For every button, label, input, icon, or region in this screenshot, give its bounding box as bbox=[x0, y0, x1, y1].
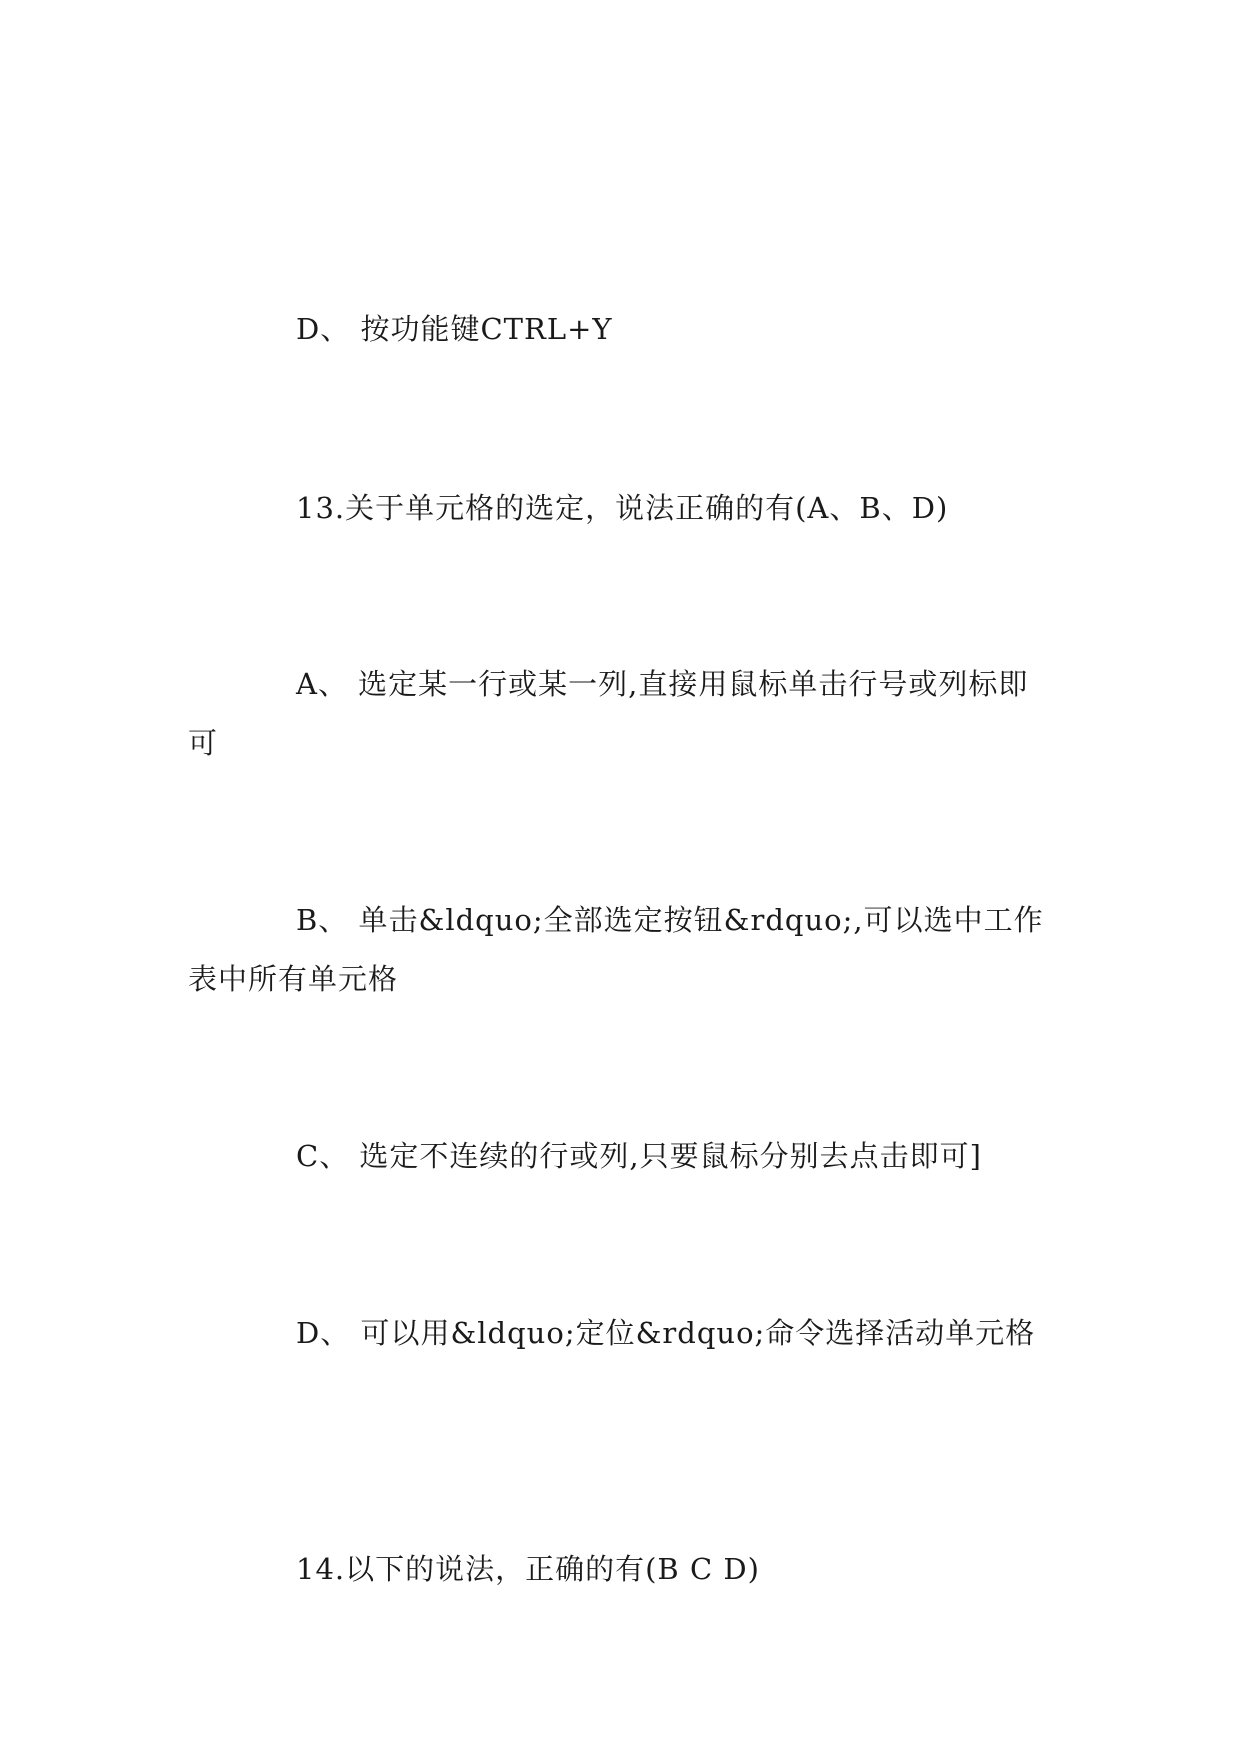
option-a-text: A、 选定某一行或某一列,直接用鼠标单击行号或列标即可 bbox=[188, 667, 1029, 760]
question-13-text: 13.关于单元格的选定，说法正确的有(A、B、D) bbox=[296, 491, 949, 525]
question-14-text: 14.以下的说法，正确的有(B C D) bbox=[296, 1552, 760, 1586]
option-b-text: B、 单击&ldquo;全部选定按钮&rdquo;,可以选中工作表中所有单元格 bbox=[188, 903, 1044, 996]
option-d-text: D、 按功能键CTRL+Y bbox=[296, 312, 613, 346]
option-d-text-2: D、 可以用&ldquo;定位&rdquo;命令选择活动单元格 bbox=[296, 1316, 1036, 1350]
option-c-text: C、 选定不连续的行或列,只要鼠标分别去点击即可] bbox=[296, 1139, 982, 1173]
